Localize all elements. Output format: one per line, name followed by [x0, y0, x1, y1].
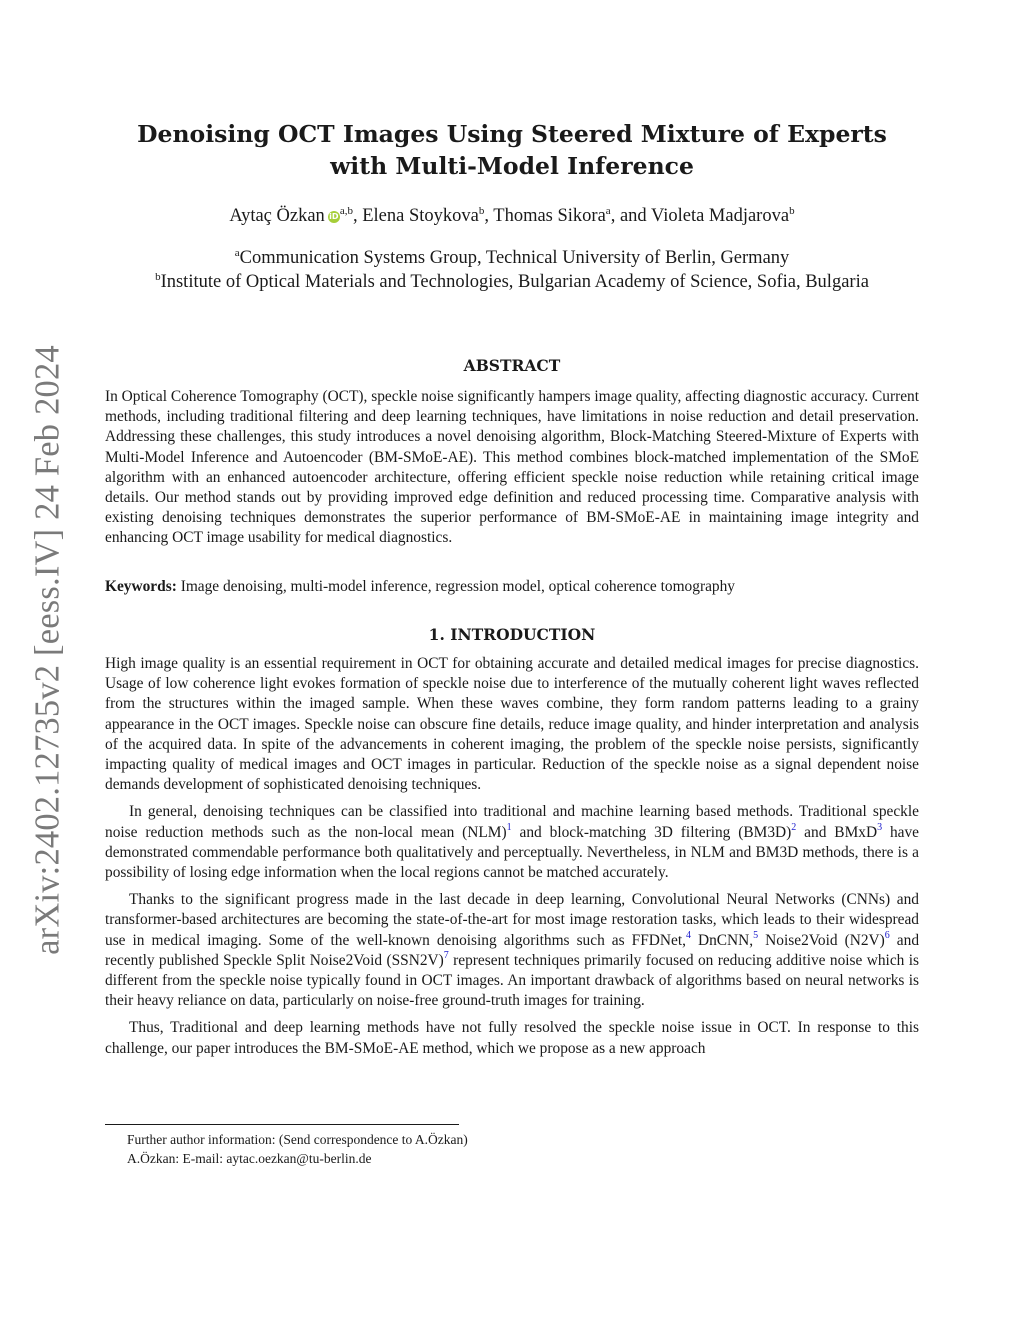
affiliation-text: Institute of Optical Materials and Technologies, Bulgarian Academy of Science, Sofia, Bulgaria — [160, 272, 869, 292]
intro-paragraph-2 — [105, 802, 919, 883]
keywords-text: Image denoising, multi-model inference, regression model, optical coherence tomography — [180, 578, 735, 595]
author-name: Violeta Madjarova — [650, 206, 790, 226]
footnote — [127, 1130, 917, 1168]
footnote-line: Further author information: (Send correspondence to A.Özkan) — [127, 1132, 468, 1147]
footnote-line: A.Özkan: E-mail: aytac.oezkan@tu-berlin.de — [127, 1151, 372, 1166]
citation-link[interactable]: 2 — [791, 821, 797, 833]
arxiv-stamp — [28, 346, 68, 954]
abstract-body: In Optical Coherence Tomography (OCT), speckle noise significantly hampers image quality, affecting diagnostic accuracy. Current methods, including traditional filtering and deep learning techniques, have limitations in noise reduction and detail preservation. Addressing these challenges, this study introduces a novel denoising algorithm, Block-Matching Steered-Mixture of Experts with Multi-Model Inference and Autoencoder (BM-SMoE-AE). This method combines block-matched implementation of the SMoE algorithm with an enhanced autoencoder architecture, offering efficient speckle noise reduction while retaining critical image details. Our method stands out by providing improved edge definition and reduced processing time. Comparative analysis with existing denoising techniques demonstrates the superior performance of BM-SMoE-AE in maintaining image integrity and enhancing OCT image usability for medical diagnostics. — [105, 388, 919, 547]
introduction-body — [105, 654, 919, 1066]
paragraph-text: and block-matching 3D filtering (BM3D) — [511, 823, 792, 841]
title-line-2: with Multi-Model Inference — [330, 152, 694, 180]
paragraph-text: In general, denoising techniques can be classified into traditional and machine learning based methods. Traditional speckle noise reduction methods such as the non-local mean (NLM) — [105, 803, 919, 841]
intro-paragraph-1: High image quality is an essential requirement in OCT for obtaining accurate and detailed medical images for precise diagnostics. Usage of low coherence light evokes formation of speckle noise due to interference of the mutually coherent light waves reflected from the structures within the imaged sample. When these waves combine, they form random patterns leading to a grainy appearance in the OCT images. Speckle noise can obscure fine details, reduce image quality, and hinder interpretation and analysis of the acquired data. In spite of the advancements in coherent imaging, the problem of the speckle noise persists, significantly impacting quality of medical images and OCT images in particular. Reduction of the speckle noise as a signal dependent noise demands development of sophisticated denoising techniques. — [105, 655, 919, 794]
intro-paragraph-4: Thus, Traditional and deep learning methods have not fully resolved the speckle noise issue in OCT. In response to this challenge, our paper introduces the BM-SMoE-AE method, which we propose as a new approach — [105, 1019, 919, 1057]
affiliation-text: Communication Systems Group, Technical University of Berlin, Germany — [239, 248, 790, 268]
affiliation-b — [105, 270, 919, 294]
keywords-label: Keywords: — [105, 578, 177, 595]
paper-title — [105, 118, 919, 182]
paragraph-text: represent techniques primarily focused on reducing additive noise which is different from the speckle noise typically found in OCT images. An important drawback of algorithms based on neural networks is their heavy reliance on data, particularly on noise-free ground-truth images for training. — [105, 951, 919, 1010]
paragraph-text: Thanks to the significant progress made in the last decade in deep learning, Convolutional Neural Networks (CNNs) and transformer-based architectures are becoming the state-of-the-art for most image restoration tasks, which leads to their widespread use in medical imaging. Some of the well-known denoising algorithms such as FFDNet, — [105, 891, 919, 949]
abstract-heading: ABSTRACT — [463, 356, 561, 375]
introduction-heading: 1. INTRODUCTION — [428, 625, 596, 644]
citation-link[interactable]: 5 — [753, 929, 759, 941]
intro-paragraph-3 — [105, 890, 919, 1011]
affiliation-mark: b — [155, 271, 161, 283]
affiliation-a — [105, 246, 919, 270]
footnote-divider — [105, 1124, 459, 1125]
author-affil-mark: a,b — [339, 205, 353, 217]
affiliations — [105, 246, 919, 294]
author-affil-mark: b — [789, 205, 795, 217]
author-separator: , — [484, 206, 494, 226]
author-name: Aytaç Özkan — [229, 206, 325, 226]
paragraph-text: have demonstrated commendable performance both qualitatively and perceptually. Nevertheless, in NLM and BM3D methods, there is a possibility of losing edge information when the local regions cannot be matched accurately. — [105, 823, 920, 882]
title-line-1: Denoising OCT Images Using Steered Mixture of Experts — [137, 120, 887, 148]
citation-link[interactable]: 4 — [685, 929, 691, 941]
paragraph-text: and BMxD — [796, 823, 878, 841]
author-separator: , — [352, 206, 363, 226]
citation-link[interactable]: 3 — [877, 821, 883, 833]
author-list — [105, 206, 919, 227]
affiliation-mark: a — [234, 247, 240, 259]
author-name: Thomas Sikora — [493, 206, 606, 226]
paragraph-text: and recently published Speckle Split Noise2Void (SSN2V) — [105, 931, 920, 969]
paragraph-text: DnCNN, — [690, 931, 754, 949]
arxiv-id[interactable]: arXiv:2402.12735v2 [eess.IV] 24 Feb 2024 — [28, 345, 67, 955]
citation-link[interactable]: 7 — [443, 949, 449, 961]
author-separator: , and — [610, 206, 651, 226]
author-affil-mark: a — [605, 205, 611, 217]
citation-link[interactable]: 1 — [506, 821, 512, 833]
paragraph-text: Noise2Void (N2V) — [758, 931, 885, 949]
author-affil-mark: b — [478, 205, 485, 217]
author-name: Elena Stoykova — [362, 206, 479, 226]
keywords — [105, 577, 919, 597]
orcid-icon[interactable]: iD — [329, 212, 339, 221]
citation-link[interactable]: 6 — [884, 929, 890, 941]
